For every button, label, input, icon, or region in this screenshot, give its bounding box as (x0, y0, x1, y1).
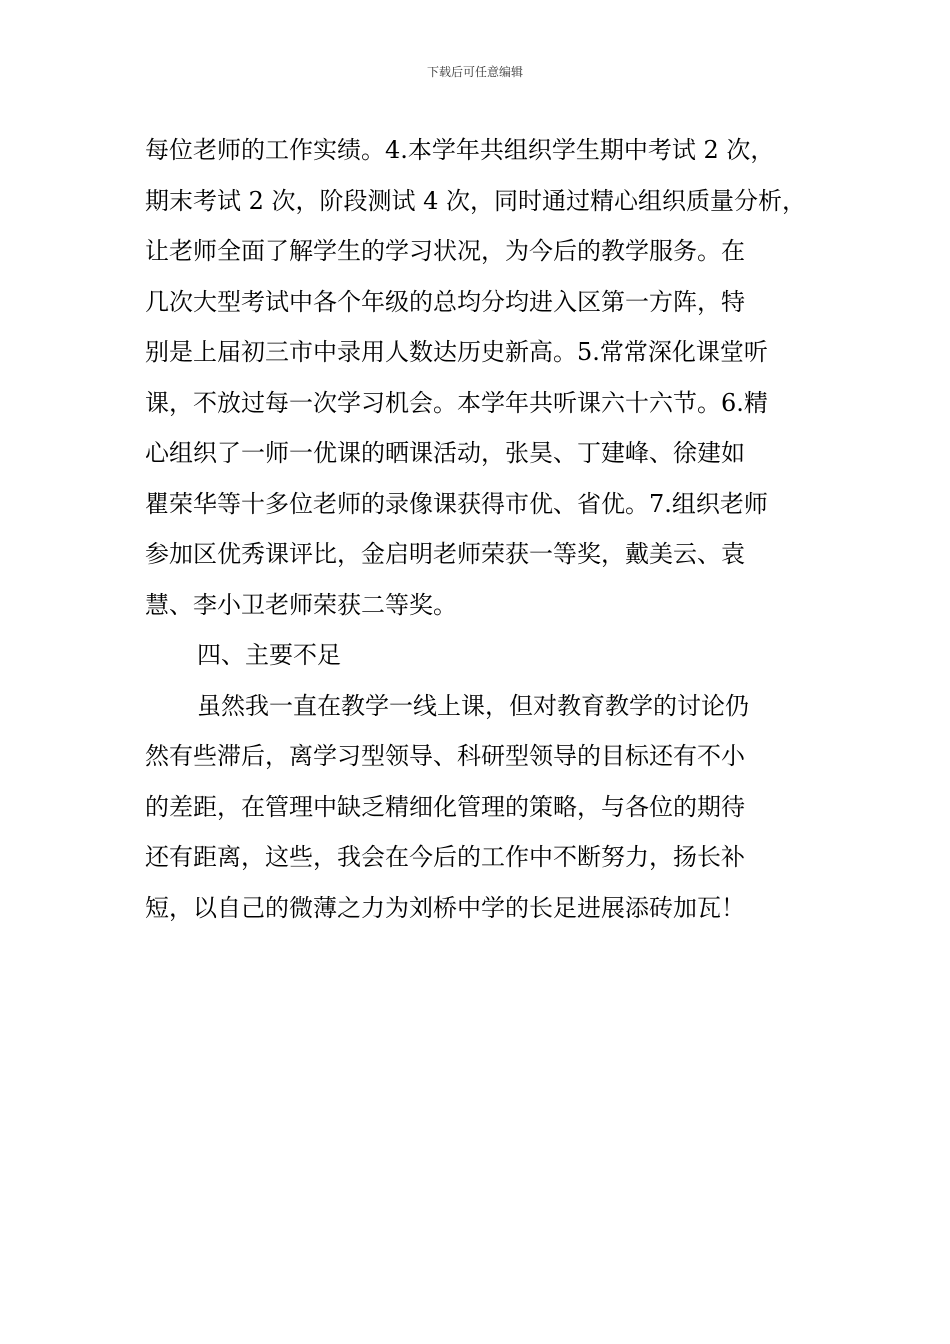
document-body (145, 125, 820, 933)
body-line-3: 让老师全面了解学生的学习状况，为今后的教学服务。在 (145, 237, 745, 265)
header-note: 下载后可任意编辑 (426, 65, 523, 79)
body-line-10: 慧、李小卫老师荣获二等奖。 (145, 590, 457, 619)
body-line-14: 的差距，在管理中缺乏精细化管理的策略，与各位的期待 (145, 792, 745, 821)
body-line-2: 期末考试 2 次，阶段测试 4 次，同时通过精心组织质量分析， (145, 186, 807, 215)
body-line-6: 课，不放过每一次学习机会。本学年共听课六十六节。6.精 (145, 388, 768, 417)
section-heading: 四、主要不足 (197, 641, 341, 669)
body-line-8: 瞿荣华等十多位老师的录像课获得市优、省优。7.组织老师 (145, 489, 768, 518)
body-line-7: 心组织了一师一优课的晒课活动，张昊、丁建峰、徐建如 (145, 439, 745, 467)
body-line-13: 然有些滞后，离学习型领导、科研型领导的目标还有不小 (145, 742, 745, 770)
body-line-16: 短，以自己的微薄之力为刘桥中学的长足进展添砖加瓦！ (145, 893, 745, 922)
body-line-5: 别是上届初三市中录用人数达历史新高。5.常常深化课堂听 (145, 338, 768, 366)
body-line-4: 几次大型考试中各个年级的总均分均进入区第一方阵，特 (145, 287, 745, 316)
body-line-9: 参加区优秀课评比，金启明老师荣获一等奖，戴美云、袁 (145, 540, 745, 568)
body-line-15: 还有距离，这些，我会在今后的工作中不断努力，扬长补 (145, 843, 745, 871)
body-line-1: 每位老师的工作实绩。4.本学年共组织学生期中考试 2 次， (145, 136, 775, 164)
body-line-12: 虽然我一直在教学一线上课，但对教育教学的讨论仍 (197, 691, 749, 720)
